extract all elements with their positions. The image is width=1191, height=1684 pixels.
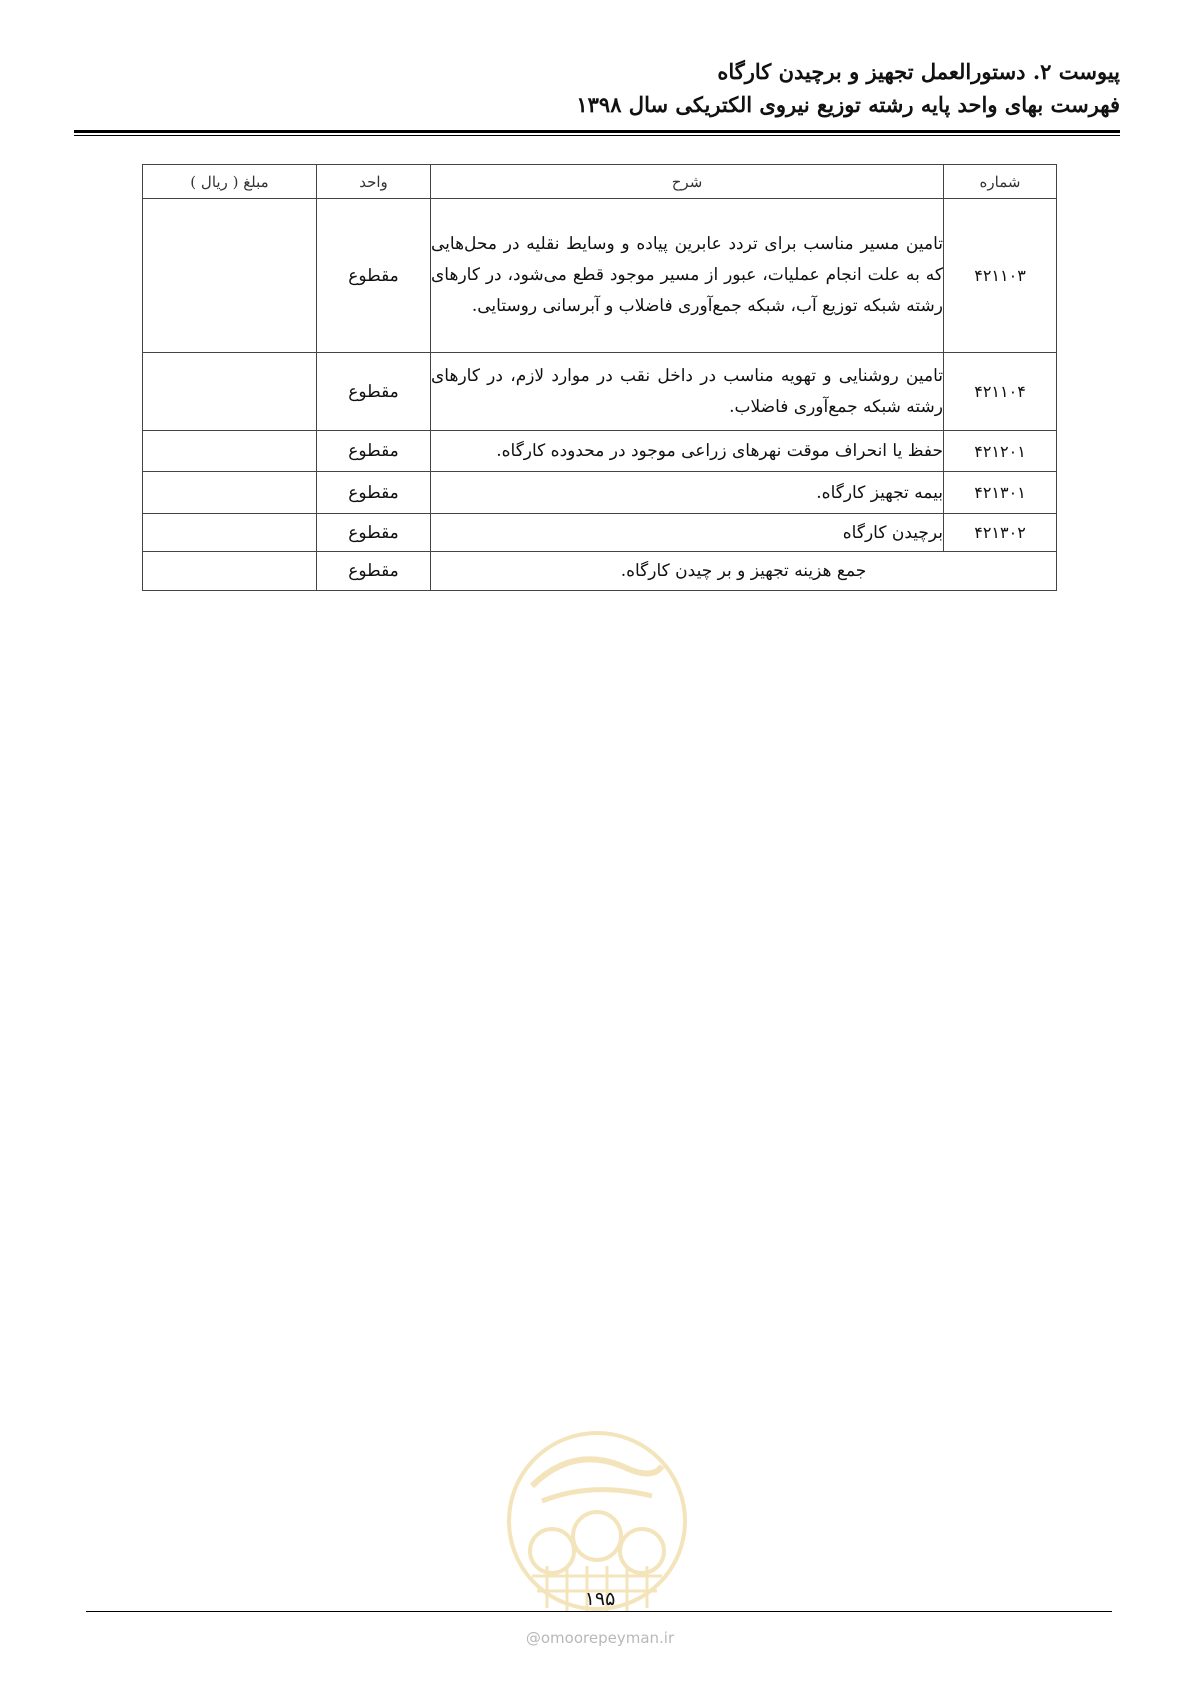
item-description: برچیدن کارگاه <box>431 514 944 552</box>
item-description: تامین روشنایی و تهویه مناسب در داخل نقب در موارد لازم، در کارهای رشته شبکه جمع‌آوری فاضلاب. <box>431 353 944 431</box>
header-price-list-title: فهرست بهای واحد پایه رشته توزیع نیروی الکتریکی سال ۱۳۹۸ <box>576 92 1120 117</box>
item-number: ۴۲۱۳۰۱ <box>944 472 1057 514</box>
column-header-amount: مبلغ ( ریال ) <box>143 165 317 199</box>
table-total-row <box>143 552 1057 591</box>
table-row <box>143 431 1057 472</box>
table-header-row <box>143 165 1057 199</box>
table-row <box>143 353 1057 431</box>
footer-rule <box>86 1611 1112 1612</box>
item-unit: مقطوع <box>317 514 431 552</box>
item-amount <box>143 353 317 431</box>
total-amount <box>143 552 317 591</box>
item-amount <box>143 199 317 353</box>
header-rule-thin <box>74 135 1120 136</box>
column-header-description: شرح <box>431 165 944 199</box>
column-header-number: شماره <box>944 165 1057 199</box>
item-amount <box>143 472 317 514</box>
table-row <box>143 199 1057 353</box>
column-header-unit: واحد <box>317 165 431 199</box>
website-watermark: @omoorepeyman.ir <box>525 1629 675 1647</box>
item-number: ۴۲۱۱۰۴ <box>944 353 1057 431</box>
item-unit: مقطوع <box>317 472 431 514</box>
item-unit: مقطوع <box>317 353 431 431</box>
item-description: تامین مسیر مناسب برای تردد عابرین پیاده و وسایط نقلیه در محل‌هایی که به علت انجام عملیات، عبور از مسیر موجود قطع می‌شود، در کارهای رشته شبکه توزیع آب، شبکه جمع‌آوری فاضلاب و آبرسانی روستایی. <box>431 199 944 353</box>
item-amount <box>143 431 317 472</box>
page-header <box>74 56 1120 122</box>
item-number: ۴۲۱۳۰۲ <box>944 514 1057 552</box>
item-unit: مقطوع <box>317 431 431 472</box>
item-number: ۴۲۱۱۰۳ <box>944 199 1057 353</box>
price-items-table <box>142 164 1057 591</box>
item-unit: مقطوع <box>317 199 431 353</box>
item-amount <box>143 514 317 552</box>
table-row <box>143 472 1057 514</box>
total-unit: مقطوع <box>317 552 431 591</box>
item-description: بیمه تجهیز کارگاه. <box>431 472 944 514</box>
page-number: ۱۹۵ <box>584 1588 616 1610</box>
header-rule-thick <box>74 130 1120 133</box>
header-appendix-title: پیوست ۲. دستورالعمل تجهیز و برچیدن کارگاه <box>717 59 1120 84</box>
table-row <box>143 514 1057 552</box>
item-description: حفظ یا انحراف موقت نهرهای زراعی موجود در محدوده کارگاه. <box>431 431 944 472</box>
total-label: جمع هزینه تجهیز و بر چیدن کارگاه. <box>431 552 1057 591</box>
item-number: ۴۲۱۲۰۱ <box>944 431 1057 472</box>
